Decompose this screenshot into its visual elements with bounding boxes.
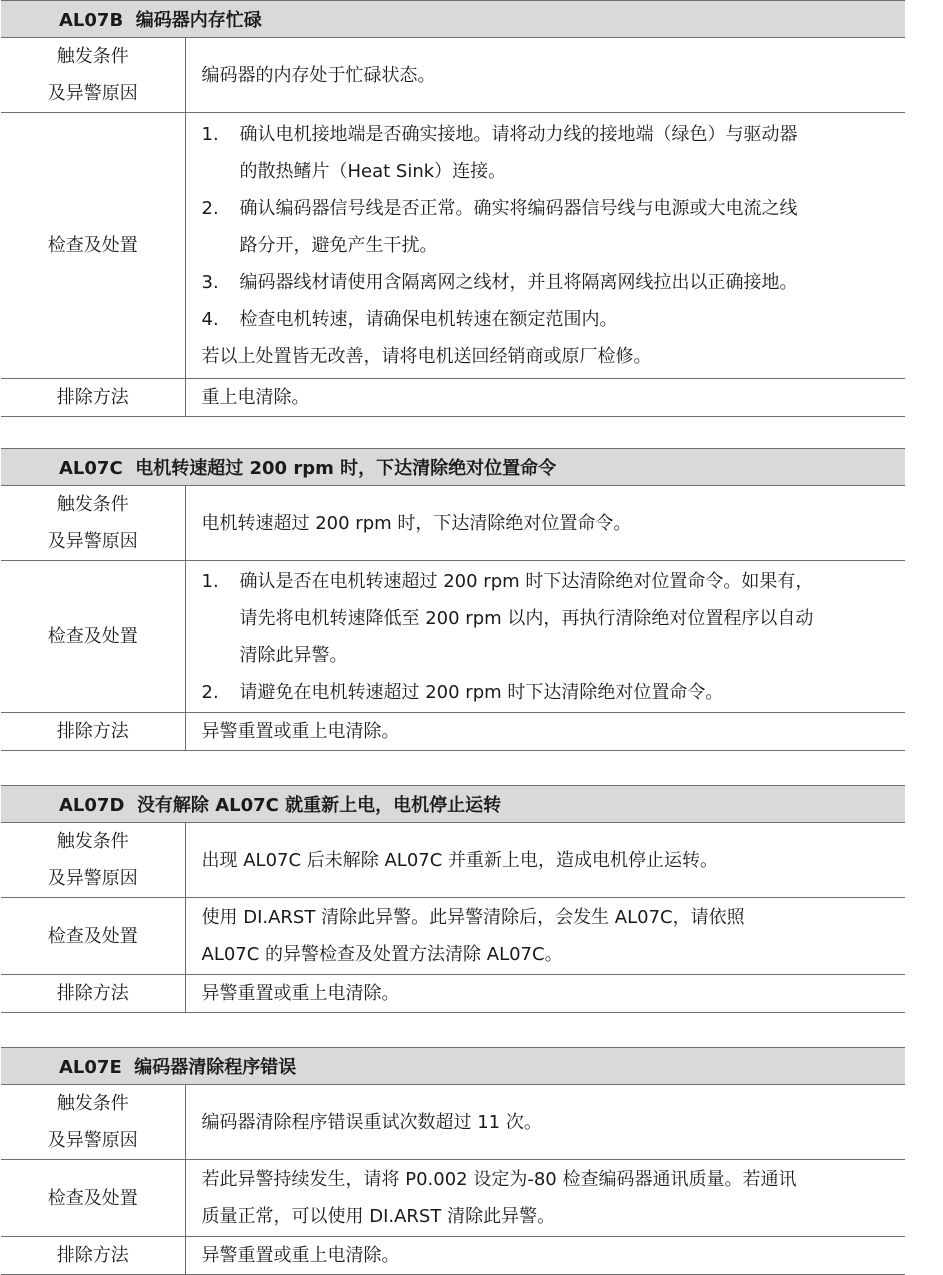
alarm-code: AL07D bbox=[59, 795, 125, 816]
check-label: 检查及处置 bbox=[1, 561, 185, 713]
alarm-code: AL07B bbox=[59, 10, 124, 31]
clear-label: 排除方法 bbox=[1, 379, 185, 417]
check-label: 检查及处置 bbox=[1, 898, 185, 975]
clear-label: 排除方法 bbox=[1, 975, 185, 1013]
list-item: 2. 确认编码器信号线是否正常。确实将编码器信号线与电源或大电流之线 路分开，避免产生干扰。 bbox=[201, 198, 798, 256]
trigger-label: 触发条件 及异警原因 bbox=[1, 38, 185, 113]
alarm-title: 编码器内存忙碌 bbox=[135, 10, 262, 31]
clear-text: 异警重置或重上电清除。 bbox=[185, 975, 905, 1013]
clear-text: 异警重置或重上电清除。 bbox=[185, 713, 905, 751]
alarm-header bbox=[1, 1, 905, 38]
trigger-text: 电机转速超过 200 rpm 时，下达清除绝对位置命令。 bbox=[185, 486, 905, 561]
clear-label: 排除方法 bbox=[1, 713, 185, 751]
check-content: 使用 DI.ARST 清除此异警。此异警清除后，会发生 AL07C，请依照 AL07C 的异警检查及处置方法清除 AL07C。 bbox=[185, 898, 905, 975]
alarm-code: AL07C bbox=[59, 458, 123, 479]
trigger-label: 触发条件 及异警原因 bbox=[1, 1085, 185, 1160]
list-item: 2. 请避免在电机转速超过 200 rpm 时下达清除绝对位置命令。 bbox=[201, 681, 724, 703]
list-item: 3. 编码器线材请使用含隔离网之线材，并且将隔离网线拉出以正确接地。 bbox=[201, 272, 798, 293]
alarm-header bbox=[1, 1048, 905, 1085]
alarm-table-al07e bbox=[1, 1047, 905, 1275]
check-content bbox=[185, 561, 905, 713]
check-content bbox=[185, 113, 905, 379]
alarm-table-al07c bbox=[1, 448, 905, 751]
alarm-code: AL07E bbox=[59, 1057, 122, 1078]
alarm-title: 没有解除 AL07C 就重新上电，电机停止运转 bbox=[136, 795, 502, 816]
clear-label: 排除方法 bbox=[1, 1237, 185, 1275]
trigger-label: 触发条件 及异警原因 bbox=[1, 823, 185, 898]
list-item: 1. 确认电机接地端是否确实接地。请将动力线的接地端（绿色）与驱动器 的散热鳍片（Heat Sink）连接。 bbox=[201, 124, 798, 182]
trigger-text: 编码器清除程序错误重试次数超过 11 次。 bbox=[185, 1085, 905, 1160]
check-label: 检查及处置 bbox=[1, 1160, 185, 1237]
clear-text: 异警重置或重上电清除。 bbox=[185, 1237, 905, 1275]
list-item: 1. 确认是否在电机转速超过 200 rpm 时下达清除绝对位置命令。如果有， 请先将电机转速降低至 200 rpm 以内，再执行清除绝对位置程序以自动 清除此异警。 bbox=[201, 570, 814, 666]
alarm-table-al07d bbox=[1, 785, 905, 1013]
check-label: 检查及处置 bbox=[1, 113, 185, 379]
alarm-table-al07b bbox=[1, 0, 905, 417]
trigger-text: 编码器的内存处于忙碌状态。 bbox=[185, 38, 905, 113]
check-content: 若此异警持续发生，请将 P0.002 设定为-80 检查编码器通讯质量。若通讯 质量正常，可以使用 DI.ARST 清除此异警。 bbox=[185, 1160, 905, 1237]
check-footer: 若以上处置皆无改善，请将电机送回经销商或原厂检修。 bbox=[201, 346, 652, 367]
alarm-title: 电机转速超过 200 rpm 时，下达清除绝对位置命令 bbox=[135, 458, 557, 479]
alarm-header bbox=[1, 786, 905, 823]
trigger-text: 出现 AL07C 后未解除 AL07C 并重新上电，造成电机停止运转。 bbox=[185, 823, 905, 898]
trigger-label: 触发条件 及异警原因 bbox=[1, 486, 185, 561]
clear-text: 重上电清除。 bbox=[185, 379, 905, 417]
alarm-title: 编码器清除程序错误 bbox=[134, 1057, 297, 1078]
alarm-header bbox=[1, 449, 905, 486]
list-item: 4. 检查电机转速，请确保电机转速在额定范围内。 bbox=[201, 309, 618, 330]
